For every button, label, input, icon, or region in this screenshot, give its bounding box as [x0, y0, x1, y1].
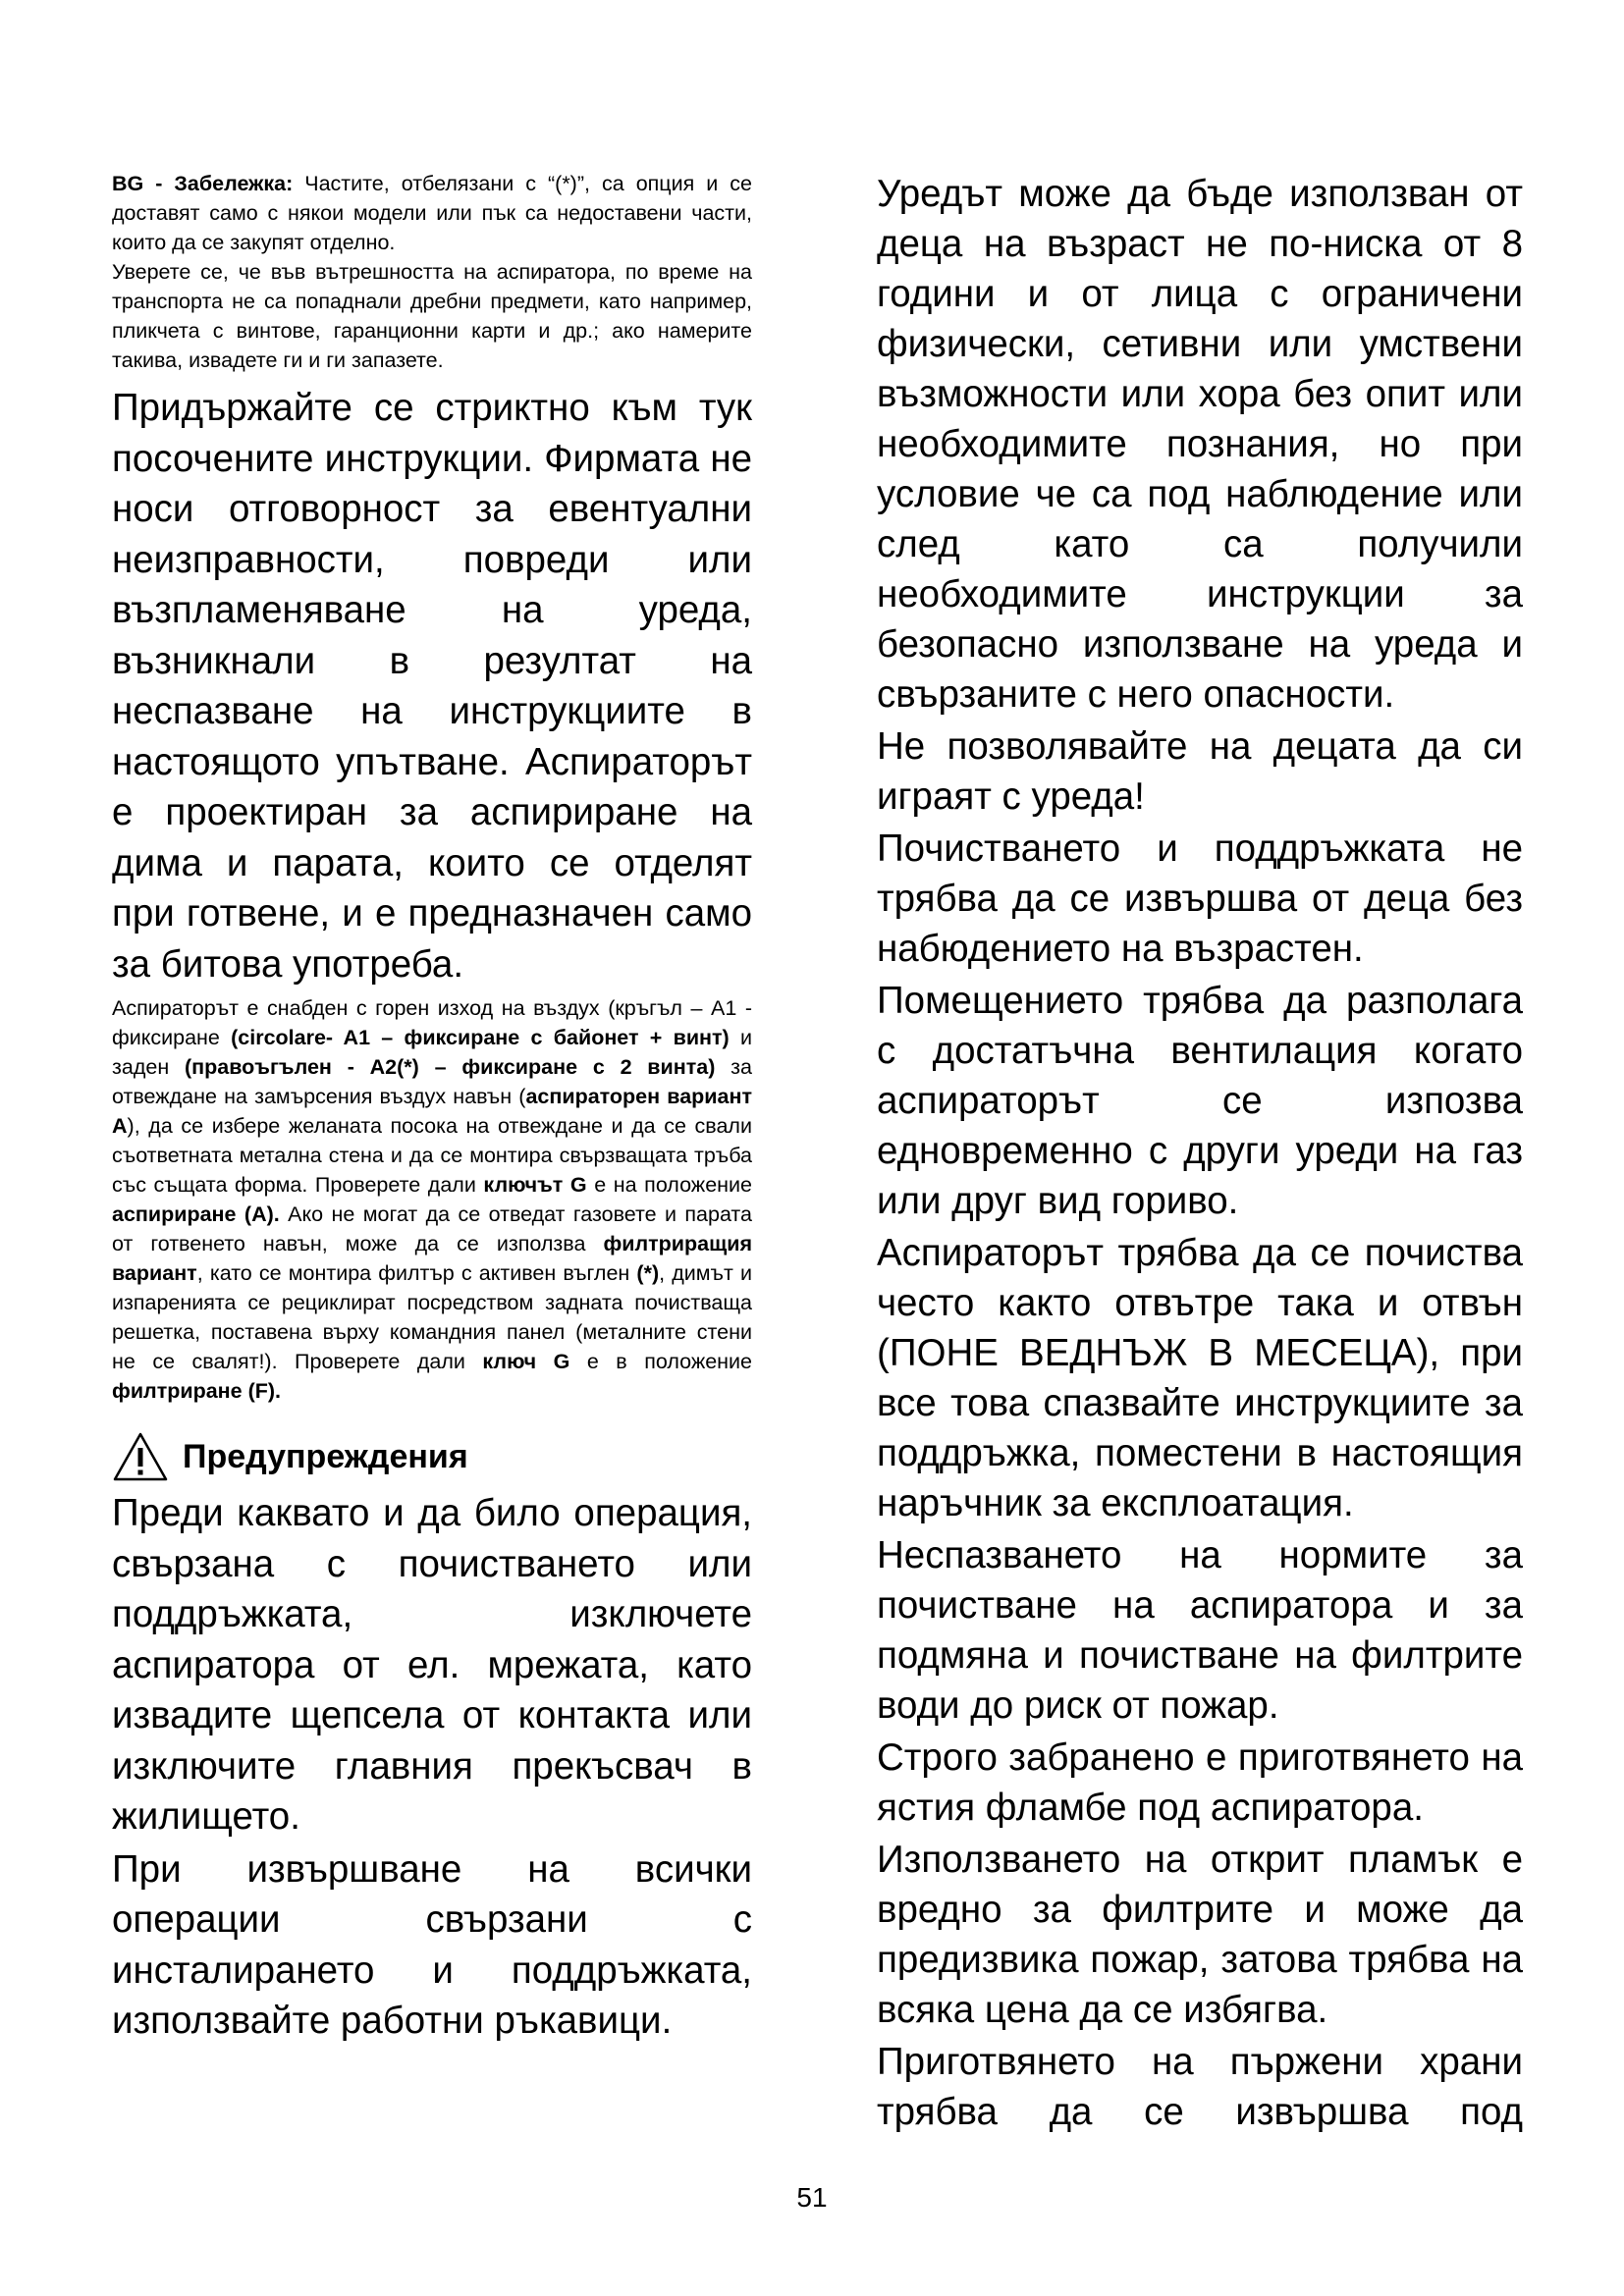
right-paragraph-2: Не позволявайте на децата да си играят с уреда!	[877, 725, 1523, 818]
right-paragraph-1: Уредът може да бъде използван от деца на възраст не по-ниска от 8 години и от лица с ограничени физически, сетивни или умствени възможности или хора без опит или необходимите познания, но при условие че са под наблюдение или след като са получили необходимите инструкции за безопасно използване на уреда и свързаните с него опасности.	[877, 173, 1523, 716]
vent-text-4: ), да се избере желаната посока на отвеждане и да се свали съответната метална стена и да се монтира свързващата тръба със същата форма. Проверете дали	[112, 1114, 752, 1197]
warnings-title: Предупреждения	[183, 1437, 468, 1475]
vent-bold-7: (*)	[636, 1261, 660, 1285]
note-paragraph	[112, 169, 752, 257]
right-paragraph-9: Приготвянето на пържени храни трябва да се извършва под	[877, 2041, 1523, 2133]
vent-text-1: Аспираторът е снабден с горен изход на въздух (кръгъл – А1 - фиксиране	[112, 996, 752, 1049]
vent-text-3: за отвеждане на замърсения въздух навън (	[112, 1055, 752, 1108]
warning-paragraph-1: Преди каквато и да било операция, свързана с почистването или поддръжката, изключете аспиратора от ел. мрежата, като извадите щепсела от контакта или изключите главния прекъсвач в жилището.	[112, 1492, 752, 1838]
instructions-paragraph: Придържайте се стриктно към тук посочените инструкции. Фирмата не носи отговорност за евентуални неизправности, повреди или възпламеняване на уреда, възникнали в резултат на неспазване на инструкциите в настоящото упътване. Аспираторът е проектиран за аспириране на дима и парата, които се отделят при готвене, и е предназначен само за битова употреба.	[112, 387, 752, 986]
vent-bold-8: ключ G	[482, 1350, 570, 1373]
right-paragraph-8: Използването на открит пламък е вредно за филтрите и може да предизвика пожар, затова трябва на всяка цена да се избягва.	[877, 1839, 1523, 2031]
vent-bold-4: ключът G	[483, 1173, 587, 1197]
vent-paragraph	[112, 993, 752, 1406]
right-paragraph-3: Почистването и поддръжката не трябва да се извършва от деца без набюдението на възрастен.	[877, 828, 1523, 970]
vent-text-9: е в положение	[569, 1350, 753, 1373]
vent-text-7: , като се монтира филтър с активен въглен	[196, 1261, 637, 1285]
vent-bold-6: филтриращия вариант	[112, 1232, 752, 1285]
warnings-heading	[112, 1431, 752, 1482]
right-paragraph-7: Строго забранено е приготвянето на ястия фламбе под аспиратора.	[877, 1736, 1523, 1829]
vent-bold-9: филтриране (F).	[112, 1379, 281, 1403]
vent-text-5: е на положение	[586, 1173, 752, 1197]
note-text: Частите, отбелязани с “(*)”, са опция и се доставят само с някои модели или пък са недоставени части, които да се закупят отделно.	[112, 172, 752, 254]
right-column	[877, 169, 1523, 2137]
vent-bold-2: (правоъгълен - A2(*) – фиксиране с 2 винта)	[184, 1055, 716, 1079]
warning-paragraph-2: При извършване на всички операции свързани с инсталирането и поддръжката, използвайте работни ръкавици.	[112, 1847, 752, 2042]
warning-icon	[112, 1431, 169, 1482]
vent-text-2: и заден	[112, 1026, 752, 1079]
note-label: BG - Забележка:	[112, 172, 294, 195]
left-column	[112, 169, 752, 2047]
vent-bold-5: аспириране (A).	[112, 1202, 280, 1226]
page-number: 51	[796, 2182, 828, 2213]
vent-bold-1: (circolare- A1 – фиксиране с байонет + винт)	[231, 1026, 730, 1049]
vent-text-8: , димът и изпаренията се рециклират посредством задната почистваща решетка, поставена върху командния панел (металните стени не се свалят!). Проверете дали	[112, 1261, 752, 1373]
right-paragraph-6: Неспазването на нормите за почистване на аспиратора и за подмяна и почистване на филтрите води до риск от пожар.	[877, 1534, 1523, 1727]
vent-text-6: Ако не могат да се отведат газовете и парата от готвенето навън, може да се използва	[112, 1202, 752, 1255]
check-paragraph: Уверете се, че във вътрешността на аспиратора, по време на транспорта не са попаднали дребни предмети, като например, пликчета с винтове, гаранционни карти и др.; ако намерите такива, извадете ги и ги запазете.	[112, 260, 752, 372]
vent-bold-3: аспираторен вариант А	[112, 1085, 753, 1138]
right-paragraph-5: Аспираторът трябва да се почиства често както отвътре така и отвън (ПОНЕ ВЕДНЪЖ В МЕСЕЦА), при все това спазвайте инструкциите за поддръжка, поместени в настоящия наръчник за експлоатация.	[877, 1232, 1523, 1524]
right-paragraph-4: Помещението трябва да разполага с достатъчна вентилация когато аспираторът се изпозва едновременно с други уреди на газ или друг вид гориво.	[877, 980, 1523, 1222]
